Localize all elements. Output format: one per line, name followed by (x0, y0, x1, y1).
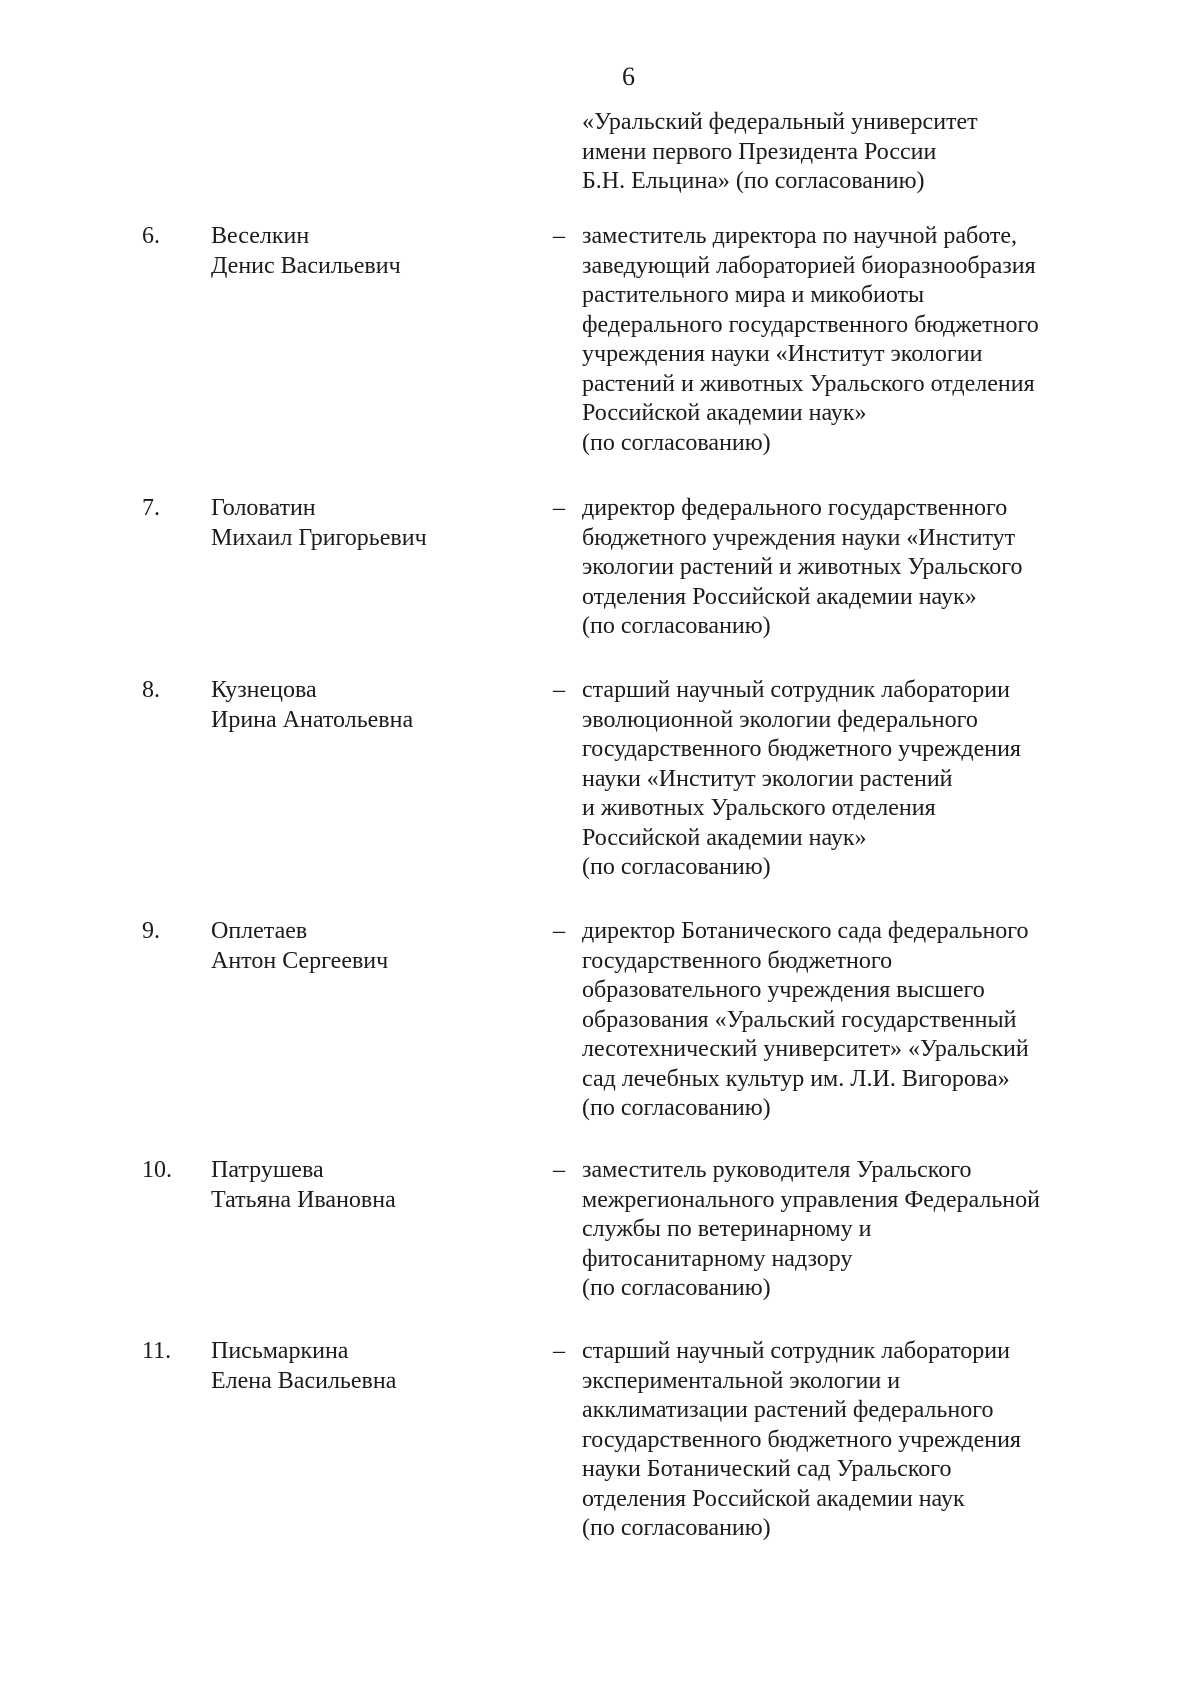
member-surname: Патрушева (211, 1157, 324, 1183)
dash-separator: – (553, 677, 565, 703)
position-line: государственного бюджетного (582, 947, 893, 974)
entry-number: 11. (142, 1338, 172, 1364)
entry-number: 8. (142, 677, 160, 703)
member-surname: Головатин (211, 495, 316, 521)
dash-separator: – (553, 918, 565, 944)
position-line: сад лечебных культур им. Л.И. Вигорова» (582, 1065, 1010, 1092)
position-line: службы по ветеринарному и (582, 1216, 872, 1242)
member-position (582, 1156, 1142, 1304)
member-position (582, 494, 1142, 642)
position-line: отделения Российской академии наук (582, 1485, 965, 1512)
member-given-names: Михаил Григорьевич (211, 524, 427, 551)
position-line: государственного бюджетного учреждения (582, 736, 1021, 762)
position-line: бюджетного учреждения науки «Институт (582, 524, 1016, 551)
member-given-names: Антон Сергеевич (211, 947, 389, 974)
member-name (211, 917, 388, 976)
entry-number: 7. (142, 495, 160, 521)
dash-separator: – (553, 1157, 565, 1183)
continuation-line: имени первого Президента России (582, 138, 937, 165)
entry-number: 10. (142, 1157, 172, 1183)
continuation-text (582, 108, 1142, 197)
position-line: межрегионального управления Федеральной (582, 1186, 1040, 1213)
position-line: (по согласованию) (582, 613, 771, 639)
position-line: Российской академии наук» (582, 400, 867, 426)
position-line: директор Ботанического сада федерального (582, 918, 1029, 944)
page-number: 6 (622, 62, 635, 91)
member-position (582, 676, 1142, 883)
position-line: учреждения науки «Институт экологии (582, 341, 983, 367)
position-line: растений и животных Уральского отделения (582, 370, 1035, 397)
member-name (211, 222, 401, 281)
position-line: государственного бюджетного учреждения (582, 1426, 1021, 1453)
entry-number: 9. (142, 918, 160, 944)
position-line: заместитель директора по научной работе, (582, 223, 1018, 249)
position-line: (по согласованию) (582, 1275, 771, 1301)
member-name (211, 494, 427, 553)
continuation-line: «Уральский федеральный университет (582, 109, 978, 135)
member-name (211, 1337, 396, 1396)
member-name (211, 1156, 396, 1215)
position-line: (по согласованию) (582, 1095, 771, 1121)
position-line: заместитель руководителя Уральского (582, 1157, 972, 1183)
position-line: экологии растений и животных Уральского (582, 554, 1023, 580)
member-position (582, 1337, 1142, 1544)
position-line: федерального государственного бюджетного (582, 311, 1039, 338)
position-line: образования «Уральский государственный (582, 1006, 1017, 1033)
member-position (582, 917, 1142, 1124)
position-line: Российской академии наук» (582, 824, 867, 851)
position-line: заведующий лабораторией биоразнообразия (582, 252, 1036, 279)
position-line: и животных Уральского отделения (582, 795, 936, 821)
position-line: акклиматизации растений федерального (582, 1397, 994, 1423)
member-name (211, 676, 413, 735)
dash-separator: – (553, 223, 565, 249)
dash-separator: – (553, 495, 565, 521)
member-given-names: Татьяна Ивановна (211, 1186, 396, 1213)
member-given-names: Ирина Анатольевна (211, 706, 414, 733)
position-line: эволюционной экологии федерального (582, 706, 978, 733)
continuation-line: Б.Н. Ельцина» (по согласованию) (582, 168, 925, 194)
position-line: лесотехнический университет» «Уральский (582, 1036, 1029, 1062)
position-line: науки «Институт экологии растений (582, 765, 953, 792)
entry-number: 6. (142, 223, 160, 249)
position-line: (по согласованию) (582, 429, 771, 456)
position-line: отделения Российской академии наук» (582, 583, 977, 610)
position-line: (по согласованию) (582, 854, 771, 880)
position-line: фитосанитарному надзору (582, 1245, 853, 1272)
dash-separator: – (553, 1338, 565, 1364)
position-line: старший научный сотрудник лаборатории (582, 1338, 1010, 1364)
position-line: науки Ботанический сад Уральского (582, 1456, 952, 1482)
position-line: (по согласованию) (582, 1515, 771, 1541)
member-given-names: Елена Васильевна (211, 1367, 397, 1394)
member-surname: Веселкин (211, 223, 310, 249)
member-position (582, 222, 1142, 458)
member-surname: Кузнецова (211, 677, 317, 703)
position-line: растительного мира и микобиоты (582, 282, 925, 308)
member-given-names: Денис Васильевич (211, 252, 401, 279)
position-line: директор федерального государственного (582, 495, 1008, 521)
member-surname: Письмаркина (211, 1338, 349, 1364)
position-line: старший научный сотрудник лаборатории (582, 677, 1010, 703)
position-line: образовательного учреждения высшего (582, 977, 985, 1003)
member-surname: Оплетаев (211, 918, 308, 944)
position-line: экспериментальной экологии и (582, 1367, 901, 1394)
